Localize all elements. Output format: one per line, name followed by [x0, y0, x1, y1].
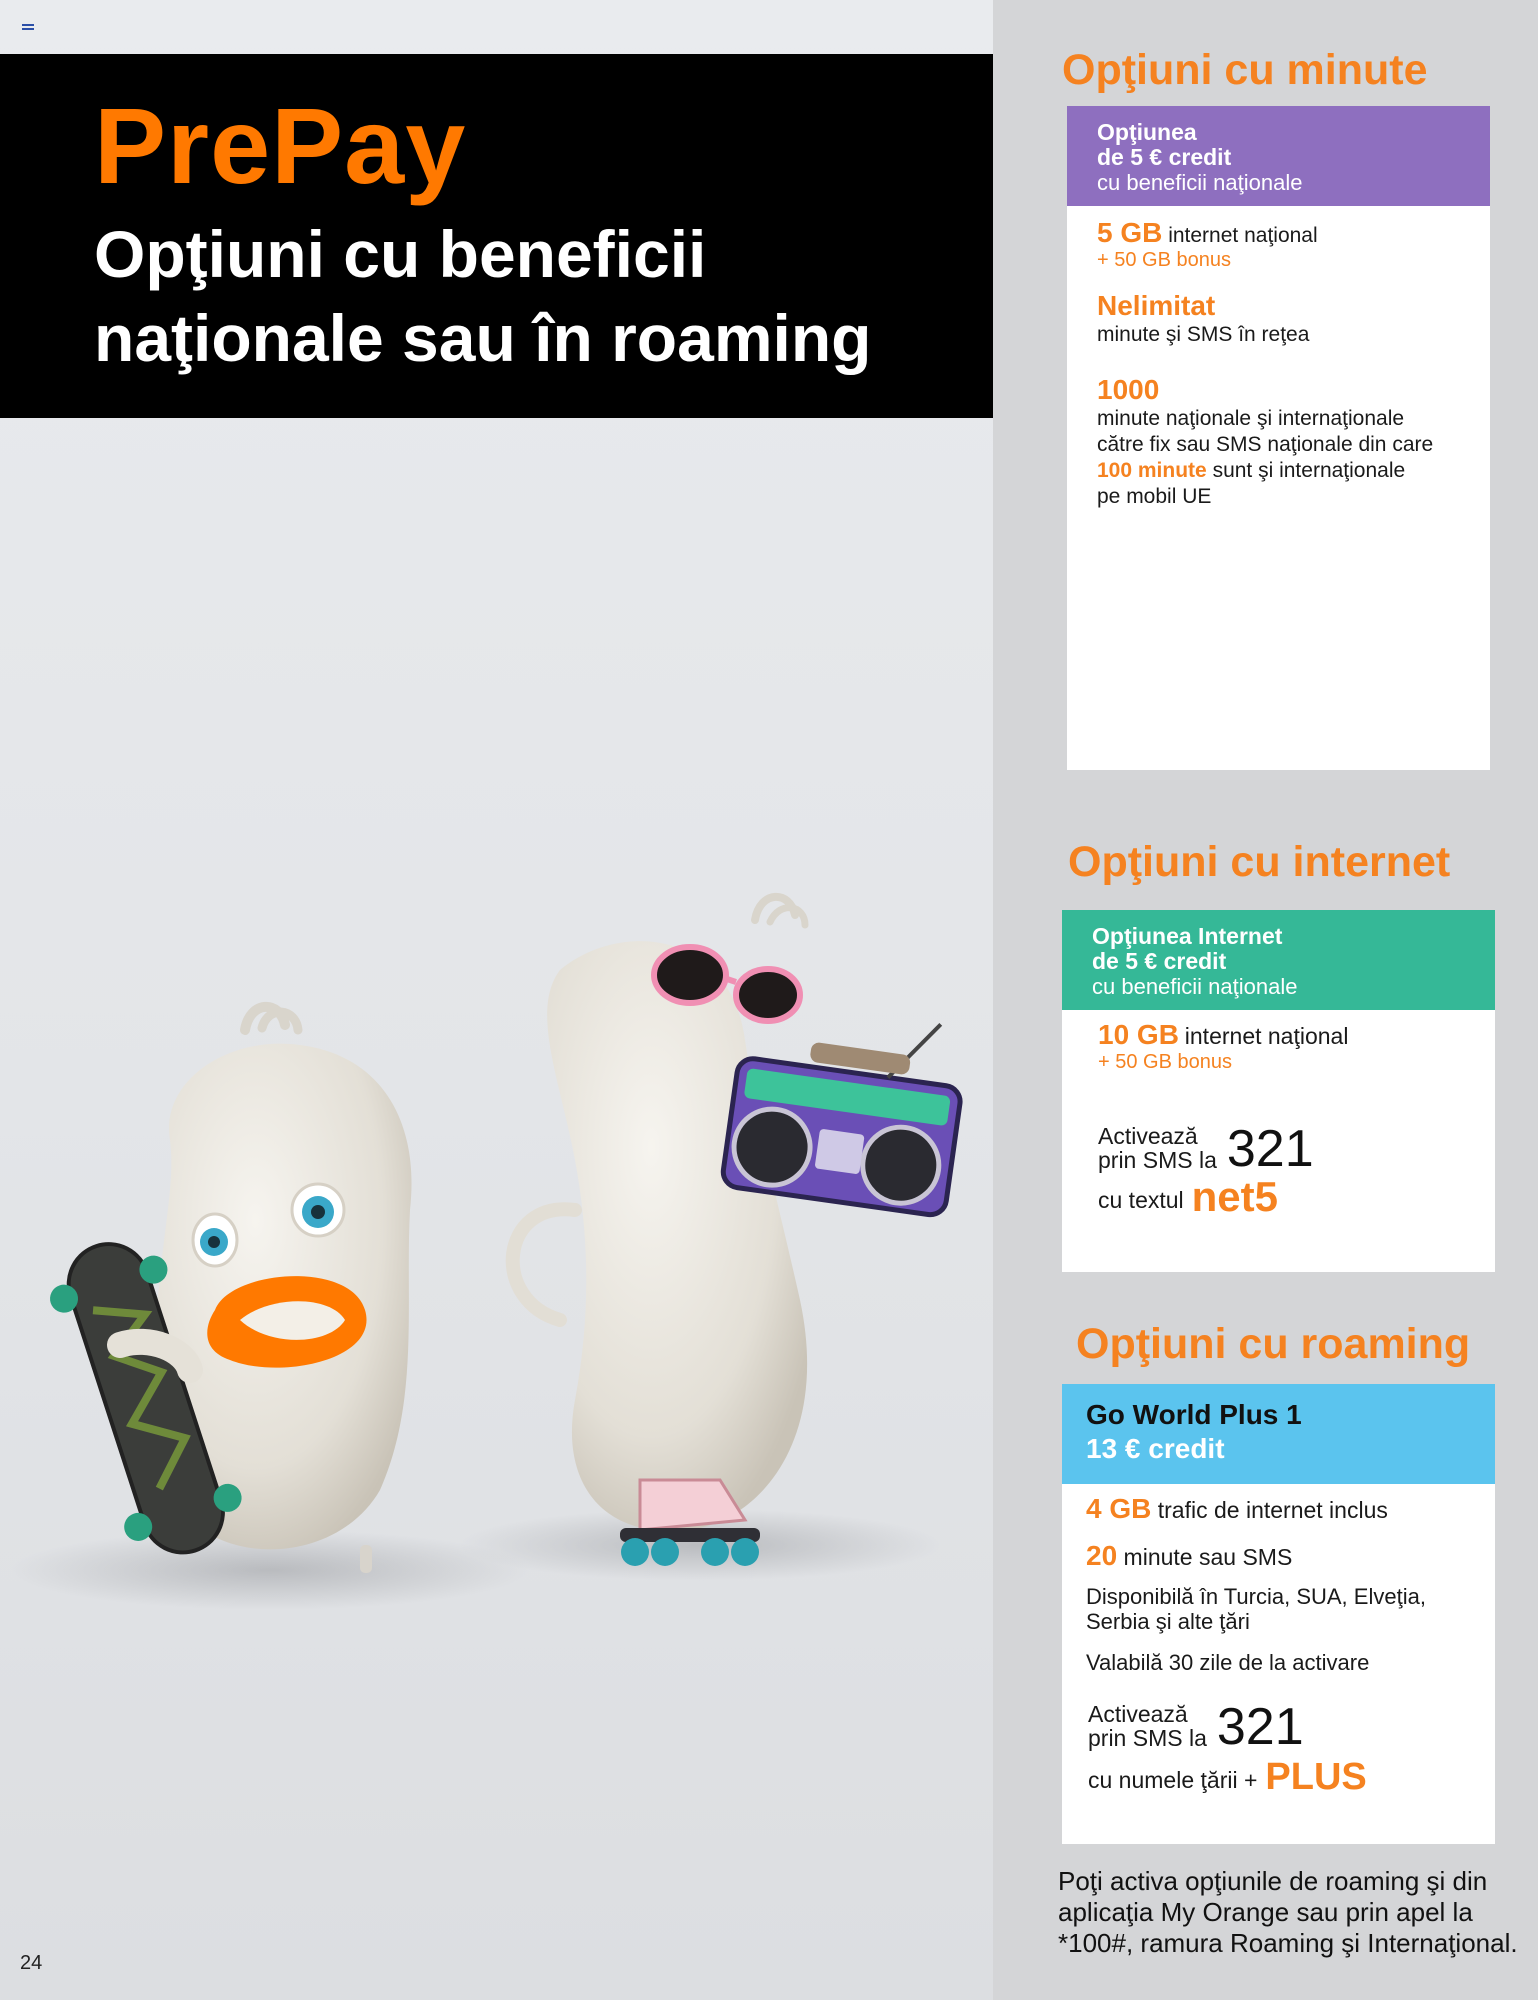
internet-gb-bonus: + 50 GB bonus — [1098, 1051, 1232, 1073]
roaming-minutes-row — [1086, 1539, 1465, 1574]
minute-unlimited-text: minute şi SMS în reţea — [1097, 323, 1310, 346]
minute-option-card — [1067, 106, 1490, 770]
internet-head-line-1: Opţiunea Internet — [1092, 923, 1283, 949]
footnote-line-1: Poţi activa opţiunile de roaming şi din — [1058, 1866, 1488, 1896]
internet-card-body — [1062, 1019, 1495, 1220]
minute-gb-bonus: + 50 GB bonus — [1097, 249, 1231, 271]
roaming-avail-line-2: Serbia şi alte ţări — [1086, 1609, 1250, 1634]
roaming-card-body — [1062, 1492, 1495, 1798]
minute-minutes-line-2: către fix sau SMS naţionale din care — [1097, 433, 1434, 456]
roaming-gb-text: trafic de internet inclus — [1157, 1497, 1388, 1523]
roaming-gb-row — [1086, 1492, 1465, 1527]
internet-option-card — [1062, 910, 1495, 1272]
minute-gb-row — [1097, 217, 1460, 249]
internet-section-title: Opţiuni cu internet — [1068, 838, 1451, 886]
internet-activate-line-2: prin SMS la — [1098, 1147, 1217, 1173]
subtitle-line-2: naţionale sau în roaming — [94, 301, 872, 375]
minute-gb-text: internet naţional — [1168, 224, 1318, 247]
page-subtitle — [94, 212, 954, 380]
corner-mark-icon — [22, 24, 34, 32]
page-number: 24 — [20, 1952, 43, 1974]
minute-minutes-line-3 — [1097, 458, 1460, 484]
footnote-line-2: aplicaţia My Orange sau prin apel la — [1058, 1897, 1473, 1927]
roaming-section-title: Opţiuni cu roaming — [1076, 1320, 1471, 1368]
roaming-footnote — [1058, 1866, 1528, 1959]
minute-card-body — [1067, 217, 1490, 510]
minute-unlimited-title: Nelimitat — [1097, 290, 1216, 321]
minute-minutes-highlight: 100 minute — [1097, 459, 1207, 482]
roaming-option-card — [1062, 1384, 1495, 1844]
minute-head-line-2: de 5 € credit — [1097, 144, 1232, 170]
roaming-keyword: PLUS — [1265, 1756, 1367, 1798]
roaming-head-line-1: Go World Plus 1 — [1086, 1399, 1302, 1430]
internet-gb-text: internet naţional — [1184, 1023, 1349, 1049]
footnote-line-3: *100#, ramura Roaming şi Internaţional. — [1058, 1928, 1518, 1958]
minute-minutes-line-1: minute naţionale şi internaţionale — [1097, 407, 1405, 430]
internet-card-header — [1062, 910, 1495, 1010]
roaming-sms-number: 321 — [1216, 1698, 1304, 1756]
minute-gb-value: 5 GB — [1097, 217, 1163, 248]
internet-activate-block — [1098, 1120, 1465, 1178]
roaming-head-line-2: 13 € credit — [1086, 1433, 1225, 1464]
subtitle-line-1: Opţiuni cu beneficii — [94, 217, 707, 291]
roaming-activate-line-1: Activează — [1088, 1701, 1188, 1727]
internet-head-line-3: cu beneficii naţionale — [1092, 974, 1298, 999]
internet-keyword-row — [1098, 1173, 1465, 1220]
internet-keyword: net5 — [1191, 1173, 1279, 1220]
roaming-min-value: 20 — [1086, 1540, 1118, 1571]
internet-sms-number: 321 — [1226, 1120, 1314, 1178]
skater-mascot-icon — [38, 1007, 411, 1573]
roaming-min-text: minute sau SMS — [1123, 1544, 1293, 1570]
minute-section-title: Opţiuni cu minute — [1062, 46, 1428, 94]
minute-card-header — [1067, 106, 1490, 206]
roaming-activate-block — [1086, 1698, 1465, 1756]
internet-gb-value: 10 GB — [1098, 1019, 1179, 1050]
internet-activate-line-1: Activează — [1098, 1123, 1198, 1149]
brand-title: PrePay — [94, 85, 467, 206]
internet-head-line-2: de 5 € credit — [1092, 948, 1227, 974]
minute-minutes-line-4: pe mobil UE — [1097, 485, 1212, 508]
minute-minutes-value: 1000 — [1097, 374, 1160, 405]
roaming-avail-line-1: Disponibilă în Turcia, SUA, Elveţia, — [1086, 1584, 1426, 1609]
minute-head-line-1: Opţiunea — [1097, 119, 1197, 145]
roaming-validity: Valabilă 30 zile de la activare — [1086, 1650, 1370, 1675]
mascots-illustration — [0, 880, 993, 1630]
roaming-activate-line-2: prin SMS la — [1088, 1725, 1207, 1751]
internet-text-prefix: cu textul — [1098, 1187, 1184, 1213]
boombox-mascot-icon — [513, 897, 971, 1566]
roaming-card-header — [1062, 1384, 1495, 1484]
roaming-gb-value: 4 GB — [1086, 1493, 1152, 1524]
roaming-text-prefix: cu numele ţării + — [1088, 1767, 1258, 1793]
minute-minutes-line-3-rest: sunt şi internaţionale — [1212, 459, 1406, 482]
roaming-keyword-row — [1086, 1756, 1465, 1798]
roaming-availability — [1086, 1584, 1465, 1634]
internet-gb-row — [1098, 1019, 1465, 1051]
minute-head-line-3: cu beneficii naţionale — [1097, 170, 1303, 195]
